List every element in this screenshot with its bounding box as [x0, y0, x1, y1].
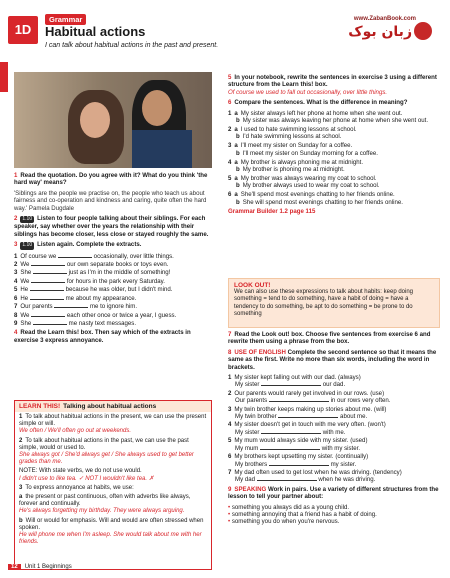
source-text: My brothers kept upsetting my sister. (continually) [234, 453, 369, 461]
answer-blank[interactable] [33, 320, 67, 325]
target-post: with me. [321, 428, 346, 436]
sentence-a [228, 142, 442, 149]
exercise-number: 6 [228, 99, 232, 107]
bullet-text: something you always did as a young child. [231, 503, 350, 511]
target-post: our dad. [321, 381, 346, 389]
learn-this-box [14, 400, 212, 570]
pair-letter: a [234, 174, 238, 182]
bullet-item [228, 518, 442, 525]
rewrite-item [228, 421, 442, 436]
quote: 'Siblings are the people we practise on, the people who teach us about fairness and co-operation and kindness and caring, quite often the hard way.' Pamela Dugdale [14, 189, 207, 212]
exercise-text: Read the Look out! box. Choose five sentences from exercise 6 and rewrite them using a phrase from the box. [228, 331, 431, 346]
answer-blank[interactable] [261, 381, 321, 386]
source-text: My sister doesn't get in touch with me very often. (won't) [234, 421, 386, 429]
source-text: My sister kept falling out with our dad. (always) [234, 374, 361, 382]
rewrite-number: 1 [228, 374, 232, 382]
sentence-pair [228, 159, 442, 174]
learn-this-header [15, 401, 211, 412]
exercise-8 [228, 349, 442, 371]
pair-letter: a [234, 158, 238, 166]
rewrite-number: 3 [228, 405, 232, 413]
exercise-number: 8 [228, 348, 232, 356]
learn-this-tag: LEARN THIS! [19, 403, 61, 410]
extract-post: me about my appearance. [63, 294, 137, 302]
learn-item-example: He will phone me when I'm asleep. She would talk about me with her friends. [19, 532, 202, 546]
answer-blank[interactable] [30, 286, 64, 291]
learn-item-text: To talk about habitual actions in the past, we can use the past simple, would or used to. [19, 437, 189, 451]
extract-number: 5 [14, 286, 18, 294]
learn-item-text: Will or would for emphasis. Will and would are often stressed when spoken. [19, 517, 204, 531]
extract-item [14, 286, 212, 293]
exercise-1 [14, 172, 212, 187]
answer-blank[interactable] [269, 397, 329, 402]
pair-letter: b [236, 149, 240, 157]
example-answer: Of course we used to fall out occasionally, over little things. [228, 88, 388, 96]
extract-pre: We [20, 311, 32, 319]
sentence-a [228, 126, 442, 133]
learn-this-title: Talking about habitual actions [63, 403, 157, 410]
bullet-icon: • [228, 510, 232, 518]
exercise-text: Work in pairs. Use a variety of different structures from the lesson to tell your partner about: [228, 485, 439, 501]
learn-item-number: b [19, 517, 23, 524]
sentence-pair [228, 110, 442, 125]
exercise-2 [14, 215, 212, 238]
rewrite-item [228, 453, 442, 468]
sentence-pairs [228, 110, 442, 206]
target-post: in our rows very often. [328, 397, 391, 405]
exercise-number: 5 [228, 74, 232, 81]
source-text: Our parents would rarely get involved in our rows. (use) [234, 389, 385, 397]
learn-item-number: 1 [19, 414, 23, 420]
sentence-text: She'll spend most evenings chatting to her friends online. [240, 191, 395, 199]
learn-item-text: To talk about habitual actions in the present, we can use the present simple or will. [19, 414, 207, 428]
extract-post: me to ignore him. [88, 303, 138, 311]
rewrite-item [228, 406, 442, 421]
sentence-a [228, 175, 442, 182]
answer-blank[interactable] [33, 269, 67, 274]
rewrite-item [228, 374, 442, 389]
rewrite-target [228, 413, 442, 420]
page-title: Habitual actions [45, 24, 146, 39]
target-post: when he was driving. [316, 476, 376, 484]
extract-pre: He [20, 286, 30, 294]
source-text: My twin brother keeps making up stories about me. (will) [234, 405, 387, 413]
rewrite-number: 6 [228, 453, 232, 461]
exercise-number: 1 [14, 172, 18, 179]
extract-pre: Of course we [20, 252, 58, 260]
sentence-pair [228, 126, 442, 141]
extract-post: for hours in the park every Saturday. [65, 277, 165, 285]
exercise-text: Listen again. Complete the extracts. [37, 241, 142, 249]
footer [8, 564, 72, 570]
watermark-logo: زبان بوک [348, 24, 412, 40]
extract-item [14, 312, 212, 319]
sentence-text: My brother was always wearing my coat to school. [240, 174, 377, 182]
bullet-text: something annoying that a friend has a habit of doing. [231, 510, 377, 518]
right-column-lower [228, 331, 442, 526]
exercise-9 [228, 486, 442, 501]
pair-letter: b [236, 133, 240, 141]
target-post: about me. [338, 413, 368, 421]
rewrite-source [228, 390, 442, 397]
exercise-7 [228, 331, 442, 346]
sidebar-accent [0, 62, 8, 92]
extract-number: 8 [14, 311, 18, 319]
extract-number: 7 [14, 303, 18, 311]
rewrite-source [228, 421, 442, 428]
extract-pre: We [20, 277, 32, 285]
look-out-text: We can also use these expressions to talk about habits: keep doing something = tend to do something, have a habit of doing = have a tendency to do something, be apt to do something = be prone to do something [234, 289, 414, 317]
learn-item-example: We often / We'll often go out at weekends. [19, 428, 131, 435]
rewrite-number: 5 [228, 437, 232, 445]
extract-pre: She [20, 319, 33, 327]
sentence-text: My sister was always leaving her phone at home when she went out. [242, 117, 429, 125]
sentence-text: I'd hate swimming lessons at school. [242, 133, 342, 141]
extract-post: me nasty text messages. [66, 319, 137, 327]
exercise-text: Complete the second sentence so that it means the same as the first. Write no more than six words, including the word in brackets. [228, 348, 437, 371]
pair-letter: b [236, 198, 240, 206]
right-column [228, 74, 442, 218]
bullet-item [228, 504, 442, 511]
extract-item [14, 295, 212, 302]
audio-icon[interactable]: 1.10 [22, 242, 33, 249]
watermark-url: www.ZabanBook.com [353, 16, 416, 22]
pair-number: 5 [228, 174, 232, 182]
answer-blank[interactable] [54, 303, 88, 308]
extract-post: our own separate books or toys even. [65, 261, 169, 269]
extract-item [14, 278, 212, 285]
rewrite-target [228, 461, 442, 468]
answer-blank[interactable] [31, 278, 65, 283]
rewrite-target [228, 445, 442, 452]
extract-number: 6 [14, 294, 18, 302]
rewrite-target [228, 397, 442, 404]
answer-blank[interactable] [269, 461, 329, 466]
extract-post: just as I'm in the middle of something! [66, 269, 171, 277]
bullet-item [228, 511, 442, 518]
extract-number: 1 [14, 252, 18, 260]
extract-post: occasionally, over little things. [91, 252, 174, 260]
pair-letter: b [236, 182, 240, 190]
audio-icon[interactable]: 1.10 [22, 216, 33, 223]
sentence-text: My sister always left her phone at home when she went out. [240, 109, 403, 117]
rewrite-source [228, 406, 442, 413]
learn-item [19, 468, 207, 482]
sentence-a [228, 191, 442, 198]
answer-blank[interactable] [278, 413, 338, 418]
exercise-number: 4 [14, 329, 18, 337]
extract-number: 3 [14, 269, 18, 277]
learn-item-number: a [19, 494, 23, 501]
bullet-icon: • [228, 518, 232, 526]
left-column [14, 172, 212, 347]
pair-number: 2 [228, 125, 232, 133]
sentence-b [228, 199, 442, 206]
sentence-a [228, 159, 442, 166]
learn-item-text: NOTE: With state verbs, we do not use would. [19, 468, 142, 475]
learn-this-body [15, 412, 211, 550]
answer-blank[interactable] [31, 312, 65, 317]
answer-blank[interactable] [260, 445, 320, 450]
footer-label: Unit 1 Beginnings [24, 564, 72, 570]
rewrite-number: 2 [228, 389, 232, 397]
watermark-logo-icon [414, 22, 432, 40]
pair-number: 3 [228, 142, 232, 150]
exercise-text: In your notebook, rewrite the sentences in exercise 3 using a different structure from the Learn this! box. [228, 74, 437, 89]
target-pre: Our parents [235, 397, 269, 405]
grammar-builder-link[interactable]: Grammar Builder 1.2 page 115 [228, 208, 316, 215]
pair-number: 6 [228, 191, 232, 199]
rewrite-target [228, 476, 442, 483]
extract-pre: We [20, 261, 32, 269]
learn-item [19, 485, 207, 492]
rewrite-number: 7 [228, 468, 232, 476]
photo-girl-face [80, 102, 110, 138]
learn-item [19, 438, 207, 467]
photo-boy-shirt [132, 130, 192, 168]
exercise-5 [228, 74, 442, 96]
learn-item-text: the present or past continuous, often with adverbs like always, forever and continually. [19, 494, 191, 508]
extract-post: because he was older, but I didn't mind. [63, 286, 173, 294]
extract-item [14, 253, 212, 260]
pair-letter: a [234, 191, 238, 199]
sentence-a [228, 110, 442, 117]
target-pre: My mum [235, 444, 261, 452]
exercise-text: Listen to four people talking about their siblings. For each speaker, say whether over the years the relationship with their siblings has become closer, less close or stayed roughly the same. [14, 215, 209, 238]
sentence-text: I used to hate swimming lessons at school. [240, 125, 357, 133]
extract-number: 2 [14, 261, 18, 269]
target-pre: My sister [235, 428, 262, 436]
extract-item [14, 320, 212, 327]
sentence-b [228, 182, 442, 189]
exercise-number: 3 [14, 241, 18, 249]
answer-blank[interactable] [257, 476, 317, 481]
learn-item [19, 518, 207, 547]
rewrite-item [228, 390, 442, 405]
pair-letter: a [234, 125, 238, 133]
rewrite-item [228, 469, 442, 484]
exercise-4 [14, 329, 212, 344]
pair-letter: b [236, 117, 240, 125]
extract-item [14, 269, 212, 276]
exercise-text: Compare the sentences. What is the difference in meaning? [234, 99, 408, 107]
pair-number: 1 [228, 109, 232, 117]
section-tag: Grammar [45, 14, 86, 25]
extract-number: 9 [14, 319, 18, 327]
answer-blank[interactable] [31, 261, 65, 266]
learn-item-text: To express annoyance at habits, we use: [25, 484, 134, 491]
exercise-text: Read the Learn this! box. Then say which of the extracts in exercise 3 express annoyance. [14, 329, 191, 344]
exercise-label: USE OF ENGLISH [234, 348, 286, 356]
look-out-box [228, 278, 440, 328]
answer-blank[interactable] [30, 295, 64, 300]
target-pre: My twin brother [235, 413, 279, 421]
pair-letter: a [234, 142, 238, 150]
answer-blank[interactable] [58, 253, 92, 258]
exercise-number: 7 [228, 331, 232, 338]
rewrite-number: 4 [228, 421, 232, 429]
rewrite-source [228, 453, 442, 460]
sentence-text: My brother is always phoning me at midnight. [240, 158, 364, 166]
pair-letter: a [234, 109, 238, 117]
target-post: with my sister. [320, 444, 361, 452]
exercise-number: 2 [14, 215, 18, 223]
rewrite-list [228, 374, 442, 484]
source-text: My mum would always side with my sister. (used) [234, 437, 368, 445]
answer-blank[interactable] [261, 429, 321, 434]
page-number: 12 [8, 564, 21, 570]
source-text: My dad often used to get lost when he was driving. (tendency) [234, 468, 402, 476]
sentence-text: My brother is phoning me at midnight. [242, 165, 345, 173]
sentence-text: My brother always used to wear my coat to school. [242, 182, 380, 190]
extract-pre: Our parents [20, 303, 55, 311]
bullet-text: something you do when you're nervous. [231, 518, 340, 526]
sentence-b [228, 150, 442, 157]
unit-code: 1D [8, 16, 38, 44]
sentence-text: I'll meet my sister on Sunday morning for a coffee. [242, 149, 378, 157]
sentence-pair [228, 175, 442, 190]
rewrite-target [228, 429, 442, 436]
learn-item-number: 2 [19, 437, 23, 444]
bullet-icon: • [228, 503, 232, 511]
sentence-b [228, 166, 442, 173]
target-post: my sister. [328, 460, 357, 468]
header [0, 0, 450, 62]
target-pre: My brothers [235, 460, 269, 468]
page-subtitle: I can talk about habitual actions in the past and present. [45, 42, 219, 49]
look-out-tag: LOOK OUT! [234, 282, 271, 289]
speaking-bullets [228, 504, 442, 526]
exercise-text: Read the quotation. Do you agree with it? What do you think 'the hard way' means? [14, 172, 208, 187]
extract-post: each other once or twice a year, I guess. [65, 311, 177, 319]
learn-item [19, 414, 207, 436]
exercise-label: SPEAKING [234, 485, 267, 493]
sentence-pair [228, 142, 442, 157]
rewrite-item [228, 437, 442, 452]
learn-item [19, 494, 207, 516]
sentence-text: I'll meet my sister on Sunday for a coffee. [240, 142, 353, 150]
learn-item-example: He's always forgetting my birthday. They were always arguing. [19, 508, 185, 515]
sentence-b [228, 133, 442, 140]
extract-pre: He [20, 294, 30, 302]
sentence-text: She will spend most evenings chatting to her friends online. [242, 198, 403, 206]
rewrite-source [228, 469, 442, 476]
extract-pre: She [20, 269, 33, 277]
pair-number: 4 [228, 158, 232, 166]
sentence-b [228, 117, 442, 124]
learn-item-example: I didn't use to like tea. ✓ NOT I wouldn't like tea. ✗ [19, 475, 154, 482]
rewrite-target [228, 381, 442, 388]
exercise-number: 9 [228, 485, 232, 493]
exercise-6 [228, 99, 442, 106]
target-pre: My sister [235, 381, 262, 389]
extract-item [14, 303, 212, 310]
rewrite-source [228, 437, 442, 444]
extracts-list [14, 253, 212, 328]
learn-item-example: She always got / She'd always get / She always used to get better grades than me. [19, 452, 194, 466]
photo-boy-face [142, 90, 172, 126]
sentence-pair [228, 191, 442, 206]
extract-item [14, 261, 212, 268]
siblings-photo [14, 72, 212, 168]
exercise-3 [14, 241, 212, 249]
target-pre: My dad [235, 476, 257, 484]
extract-number: 4 [14, 277, 18, 285]
learn-item-number: 3 [19, 484, 23, 491]
pair-letter: b [236, 165, 240, 173]
rewrite-source [228, 374, 442, 381]
